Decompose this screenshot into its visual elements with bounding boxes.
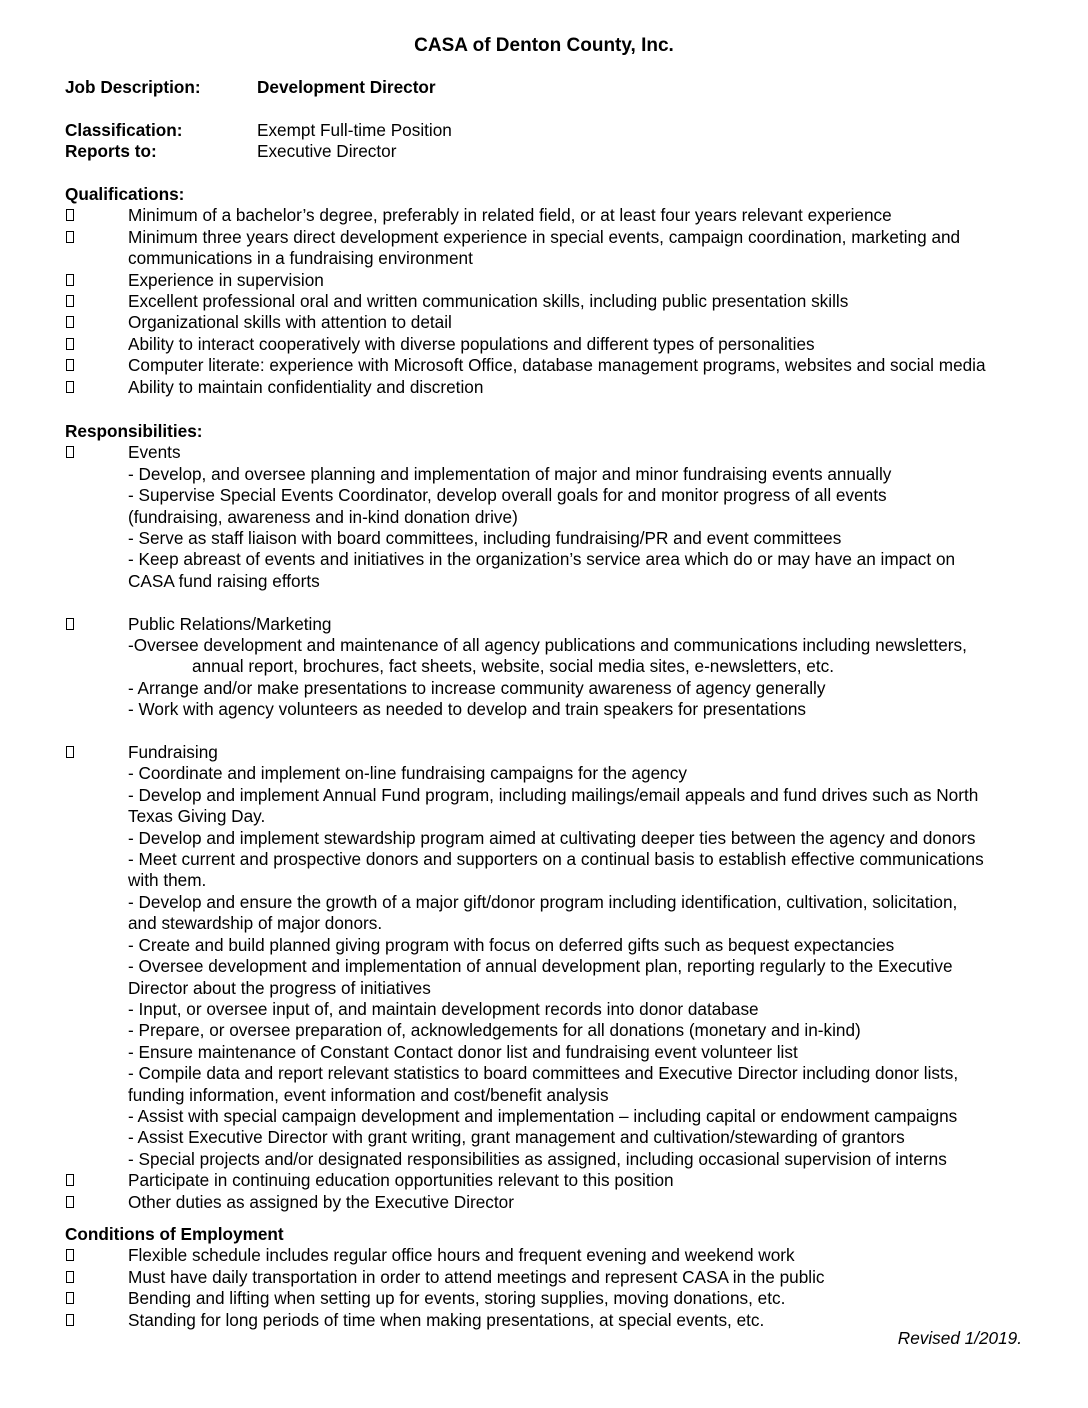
fundraising-line: - Oversee development and implementation of annual development plan, reporting regularly to the Executive: [128, 956, 953, 977]
qualifications-heading: Qualifications:: [65, 184, 185, 204]
empty-box-icon: [66, 1249, 74, 1261]
fundraising-line: - Create and build planned giving program with focus on deferred gifts such as bequest expectancies: [128, 934, 895, 955]
empty-box-icon: [66, 231, 74, 243]
responsibility-events: [65, 442, 1055, 592]
condition-item: [65, 1288, 1055, 1309]
empty-box-icon: [66, 746, 74, 758]
responsibility-pr: [65, 614, 1055, 721]
qualification-item: [65, 377, 1055, 398]
qualification-text: Excellent professional oral and written communication skills, including public presentation skills: [128, 291, 849, 312]
responsibility-item: [65, 1192, 1055, 1213]
spacer: [65, 721, 1055, 742]
fundraising-line: - Develop and ensure the growth of a major gift/donor program including identification, cultivation, solicitation,: [128, 891, 958, 912]
fundraising-line: - Assist with special campaign development and implementation – including capital or endowment campaigns: [128, 1105, 958, 1126]
qualification-text: Organizational skills with attention to detail: [128, 312, 452, 333]
qualification-item: [65, 227, 1055, 270]
fundraising-line: - Input, or oversee input of, and maintain development records into donor database: [128, 998, 759, 1019]
empty-box-icon: [66, 446, 74, 458]
responsibility-item: [65, 1170, 1055, 1191]
pr-line: annual report, brochures, fact sheets, website, social media sites, e-newsletters, etc.: [192, 656, 834, 677]
condition-text: Flexible schedule includes regular office hours and frequent evening and weekend work: [128, 1245, 795, 1266]
empty-box-icon: [66, 316, 74, 328]
fundraising-line: - Develop and implement Annual Fund program, including mailings/email appeals and fund drives such as North: [128, 784, 979, 805]
events-title: Events: [128, 442, 181, 463]
empty-box-icon: [66, 1292, 74, 1304]
qualification-text: communications in a fundraising environment: [128, 248, 473, 269]
empty-box-icon: [66, 618, 74, 630]
events-line: - Serve as staff liaison with board committees, including fundraising/PR and event committees: [128, 528, 842, 549]
condition-text: Must have daily transportation in order to attend meetings and represent CASA in the public: [128, 1266, 825, 1287]
empty-box-icon: [66, 1271, 74, 1283]
empty-box-icon: [66, 295, 74, 307]
condition-text: Bending and lifting when setting up for events, storing supplies, moving donations, etc.: [128, 1288, 786, 1309]
classification-label: Classification:: [65, 120, 183, 140]
qualification-item: [65, 355, 1055, 376]
fundraising-line: funding information, event information and cost/benefit analysis: [128, 1084, 609, 1105]
qualification-text: Minimum three years direct development experience in special events, campaign coordination, marketing and: [128, 226, 961, 247]
empty-box-icon: [66, 381, 74, 393]
pr-line: -Oversee development and maintenance of all agency publications and communications including newsletters,: [128, 635, 967, 656]
events-line: - Supervise Special Events Coordinator, develop overall goals for and monitor progress of all events: [128, 485, 887, 506]
qualification-text: Ability to maintain confidentiality and discretion: [128, 376, 484, 397]
qualification-item: [65, 312, 1055, 333]
job-description-value: Development Director: [257, 77, 436, 97]
fundraising-line: - Compile data and report relevant statistics to board committees and Executive Director including donor lists,: [128, 1063, 959, 1084]
condition-text: Standing for long periods of time when making presentations, at special events, etc.: [128, 1309, 765, 1330]
events-line: - Develop, and oversee planning and implementation of major and minor fundraising events annually: [128, 463, 892, 484]
conditions-heading: Conditions of Employment: [65, 1224, 284, 1244]
classification-value: Exempt Full-time Position: [257, 120, 452, 140]
empty-box-icon: [66, 209, 74, 221]
fundraising-line: - Coordinate and implement on-line fundraising campaigns for the agency: [128, 763, 687, 784]
qualifications-section: [65, 184, 1055, 398]
fundraising-line: - Meet current and prospective donors and supporters on a continual basis to establish effective communications: [128, 849, 984, 870]
fundraising-line: with them.: [128, 870, 207, 891]
job-description-label: Job Description:: [65, 77, 201, 97]
qualification-item: [65, 334, 1055, 355]
fundraising-line: - Assist Executive Director with grant writing, grant management and cultivation/stewarding of grantors: [128, 1127, 905, 1148]
spacer: [65, 592, 1055, 613]
responsibilities-heading: Responsibilities:: [65, 421, 203, 441]
responsibility-text: Participate in continuing education opportunities relevant to this position: [128, 1170, 674, 1191]
fundraising-line: Director about the progress of initiatives: [128, 977, 431, 998]
responsibilities-section: [65, 421, 1055, 1213]
empty-box-icon: [66, 1314, 74, 1326]
fundraising-line: - Develop and implement stewardship program aimed at cultivating deeper ties between the agency and donors: [128, 827, 976, 848]
pr-title: Public Relations/Marketing: [128, 613, 332, 634]
events-line: CASA fund raising efforts: [128, 570, 320, 591]
qualification-item: [65, 270, 1055, 291]
empty-box-icon: [66, 1174, 74, 1186]
empty-box-icon: [66, 359, 74, 371]
fundraising-line: - Prepare, or oversee preparation of, acknowledgements for all donations (monetary and in-kind): [128, 1020, 861, 1041]
fundraising-line: Texas Giving Day.: [128, 806, 266, 827]
qualification-text: Computer literate: experience with Microsoft Office, database management programs, websites and social media: [128, 355, 986, 376]
pr-line: - Arrange and/or make presentations to increase community awareness of agency generally: [128, 677, 826, 698]
fundraising-line: - Special projects and/or designated responsibilities as assigned, including occasional supervision of interns: [128, 1148, 947, 1169]
qualification-text: Minimum of a bachelor’s degree, preferably in related field, or at least four years relevant experience: [128, 205, 892, 226]
condition-item: [65, 1267, 1055, 1288]
condition-item: [65, 1245, 1055, 1266]
qualification-text: Ability to interact cooperatively with diverse populations and different types of personalities: [128, 333, 815, 354]
fundraising-line: - Ensure maintenance of Constant Contact donor list and fundraising event volunteer list: [128, 1041, 798, 1062]
fundraising-title: Fundraising: [128, 742, 218, 763]
qualification-item: [65, 205, 1055, 226]
empty-box-icon: [66, 338, 74, 350]
conditions-section: [65, 1224, 1055, 1331]
empty-box-icon: [66, 1196, 74, 1208]
revision-note: Revised 1/2019.: [897, 1328, 1022, 1348]
document-title: CASA of Denton County, Inc.: [414, 35, 674, 56]
events-line: (fundraising, awareness and in-kind donation drive): [128, 506, 518, 527]
events-line: - Keep abreast of events and initiatives in the organization’s service area which do or may have an impact on: [128, 549, 956, 570]
responsibility-fundraising: [65, 742, 1055, 1170]
empty-box-icon: [66, 274, 74, 286]
pr-line: - Work with agency volunteers as needed to develop and train speakers for presentations: [128, 699, 807, 720]
qualification-item: [65, 291, 1055, 312]
fundraising-line: and stewardship of major donors.: [128, 913, 383, 934]
reports-to-value: Executive Director: [257, 141, 397, 161]
reports-to-label: Reports to:: [65, 141, 157, 161]
responsibility-text: Other duties as assigned by the Executive Director: [128, 1191, 514, 1212]
qualification-text: Experience in supervision: [128, 269, 324, 290]
